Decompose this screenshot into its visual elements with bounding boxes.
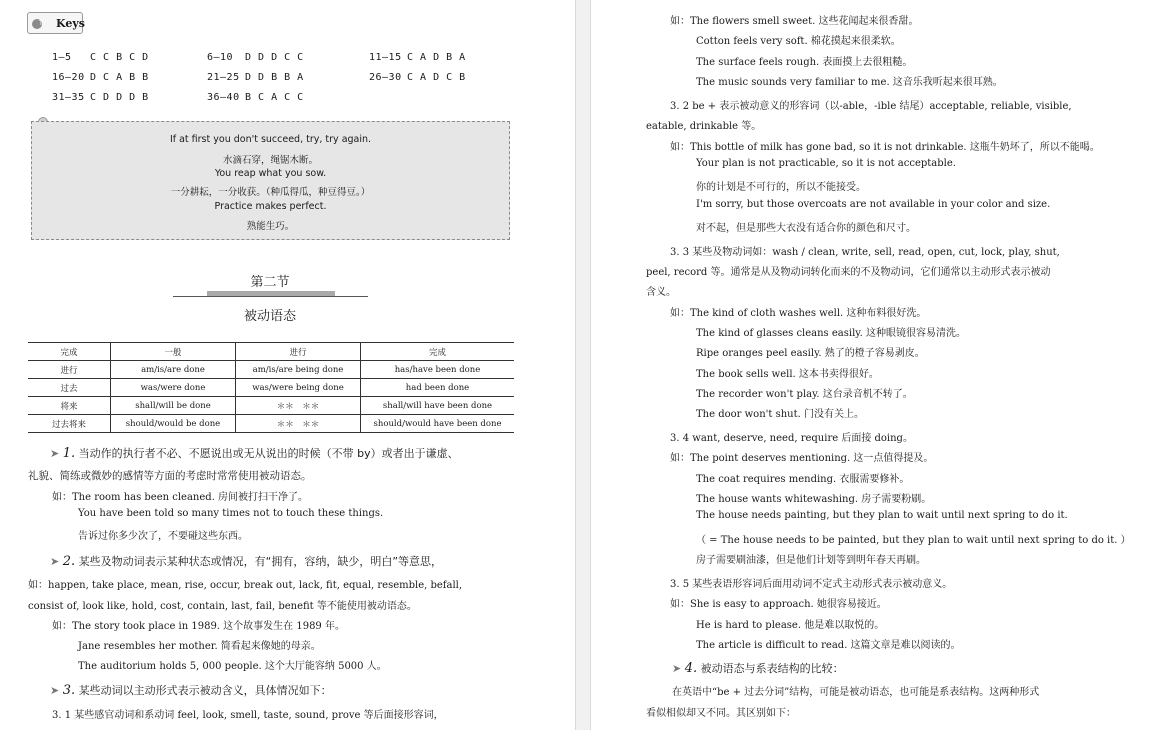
table-row [28,397,514,415]
point-text: 如：happen, take place, mean, rise, occur, break out, lack, fit, equal, resemble, befall, [28,580,463,591]
text-line: The kind of glasses cleans easily. 这种眼镜很容易清洗。 [696,328,966,339]
answer-key-range: 36—40 [207,92,240,103]
page-gutter [575,0,591,730]
text-line: The recorder won't play. 这台录音机不转了。 [696,389,913,400]
text-line: 如：The flowers smell sweet. 这些花闻起来很香甜。 [670,16,919,27]
keys-label: Keys [56,17,85,30]
text-line: （ = The house needs to be painted, but they plan to wait until next spring to do it. ） [696,535,1131,546]
example-line: The auditorium holds 5, 000 people. 这个大厅能容纳 5000 人。 [78,661,387,672]
text-line: The book sells well. 这本书卖得很好。 [696,369,879,380]
text-line: I'm sorry, but those overcoats are not available in your color and size. [696,199,1051,210]
subpoint-line: 3. 1 某些感官动词和系动词 feel, look, smell, taste, sound, prove 等后面接形容词， [52,710,444,721]
answer-key-item [207,92,304,103]
table-cell: 过去将来 [28,415,111,433]
answer-key-item [207,52,304,63]
keys-tab [27,12,83,34]
arrow-bullet-icon: ➤ [50,447,60,460]
table-cell: was/were done [111,379,236,397]
point-text: 被动语态与系表结构的比较： [700,662,844,675]
section-divider-line [173,296,368,297]
point-text: 当动作的执行者不必、不愿说出或无从说出的时候（不带 by）或者出于谦虚、 [78,447,459,460]
answer-key-range: 6—10 [207,52,234,63]
table-row [28,415,514,433]
example-line: 如：The room has been cleaned. 房间被打扫干净了。 [52,492,309,503]
left-page [0,0,575,730]
table-header: 完成 [361,343,515,361]
table-cell: 过去 [28,379,111,397]
arrow-bullet-icon: ➤ [50,684,60,697]
table-cell: shall/will be done [111,397,236,415]
point-number: 3. [62,683,76,698]
text-line: He is hard to please. 他是难以取悦的。 [696,620,885,631]
text-line: 含义。 [646,287,676,298]
point-4-heading [672,660,844,676]
table-cell: has/have been done [361,361,515,379]
answer-key-item [52,72,149,83]
motto-line: 水滴石穿，绳锯木断。 [222,155,318,166]
text-line: The house needs painting, but they plan to wait until next spring to do it. [696,510,1068,521]
table-cell: had been done [361,379,515,397]
point-3-heading [50,682,332,698]
text-line: 如：This bottle of milk has gone bad, so it is not drinkable. 这瓶牛奶坏了，所以不能喝。 [670,142,1100,153]
answer-key-item [52,52,149,63]
text-line: 房子需要刷油漆，但是他们计划等到明年春天再刷。 [696,555,926,566]
text-line: 你的计划是不可行的，所以不能接受。 [696,182,866,193]
text-line: The article is difficult to read. 这篇文章是难以阅读的。 [696,640,961,651]
point-number: 4. [684,661,698,676]
text-line: The surface feels rough. 表面摸上去很粗糙。 [696,57,913,68]
motto-line: Practice makes perfect. [214,201,327,212]
example-line: Jane resembles her mother. 简看起来像她的母亲。 [78,641,321,652]
section-title: 被动语态 [243,309,296,324]
table-row [28,361,514,379]
answer-key-range: 16—20 [52,72,85,83]
point-text: 某些动词以主动形式表示被动含义，具体情况如下： [78,684,332,697]
point-text: consist of, look like, hold, cost, contain, last, fail, benefit 等不能使用被动语态。 [28,601,417,612]
answer-key-item [369,52,466,63]
answer-key-letters: D D B B A [245,72,304,83]
text-line: peel, record 等。通常是从及物动词转化而来的不及物动词，它们通常以主动形式表示被动 [646,267,1051,278]
table-header: 一般 [111,343,236,361]
example-line: 如：The story took place in 1989. 这个故事发生在 1989 年。 [52,621,345,632]
answer-key-range: 11—15 [369,52,402,63]
text-line: The coat requires mending. 衣服需要修补。 [696,474,910,485]
answer-key-item [369,72,466,83]
point-text: 礼貌、简练或微妙的感情等方面的考虑时常常使用被动语态。 [28,470,312,482]
point-number: 1. [62,446,76,461]
table-cell: am/is/are done [111,361,236,379]
table-header: 完成 [28,343,111,361]
answer-key-letters: C A D C B [407,72,466,83]
table-row [28,379,514,397]
table-cell: should/would be done [111,415,236,433]
text-line: 如：The point deserves mentioning. 这一点值得提及。 [670,453,934,464]
answer-key-letters: B C A C C [245,92,304,103]
motto-line: 一分耕耘，一分收获。（种瓜得瓜，种豆得豆。） [170,187,371,198]
table-header: 进行 [236,343,361,361]
answer-key-letters: C A D B A [407,52,466,63]
motto-line: If at first you don't succeed, try, try again. [169,134,372,145]
passive-voice-table [28,342,514,433]
table-cell: was/were being done [236,379,361,397]
text-line: 看似相似却又不同。其区别如下： [646,708,796,719]
example-line: 告诉过你多少次了，不要碰这些东西。 [78,531,248,542]
text-line: 如：She is easy to approach. 她很容易接近。 [670,599,887,610]
answer-key-item [207,72,304,83]
point-1-heading [50,445,459,461]
answer-key-letters: C D D D B [90,92,149,103]
text-line: 对不起，但是那些大衣没有适合你的颜色和尺寸。 [696,223,916,234]
table-cell: 将来 [28,397,111,415]
arrow-bullet-icon: ➤ [672,662,682,675]
motto-line: You reap what you sow. [214,168,327,179]
motto-box [31,121,510,240]
answer-key-item [52,92,149,103]
table-cell: 进行 [28,361,111,379]
text-line: 3. 4 want, deserve, need, require 后面接 doing。 [670,433,913,444]
right-page [590,0,1151,730]
text-line: Ripe oranges peel easily. 熟了的橙子容易剥皮。 [696,348,925,359]
answer-key-letters: C C B C D [90,52,149,63]
table-cell: should/would have been done [361,415,515,433]
example-line: You have been told so many times not to touch these things. [78,508,384,519]
answer-key-letters: D D D C C [245,52,304,63]
answer-key-range: 26—30 [369,72,402,83]
arrow-bullet-icon: ➤ [50,555,60,568]
answer-key-letters: D C A B B [90,72,149,83]
motto-line: 熟能生巧。 [246,221,295,232]
point-text: 某些及物动词表示某种状态或情况，有“拥有，容纳，缺少，明白”等意思， [78,555,443,568]
text-line: Your plan is not practicable, so it is not acceptable. [696,158,956,169]
table-cell: shall/will have been done [361,397,515,415]
table-cell: ＊＊ ＊＊ [236,397,361,415]
text-line: 在英语中“be + 过去分词”结构，可能是被动语态，也可能是系表结构。这两种形式 [672,687,1040,698]
text-line: eatable, drinkable 等。 [646,121,762,132]
table-header-row [28,343,514,361]
text-line: 如：The kind of cloth washes well. 这种布料很好洗。 [670,308,927,319]
keys-tab-tag: TY [39,20,47,27]
point-2-heading [50,553,442,569]
point-number: 2. [62,554,76,569]
answer-key-range: 1—5 [52,52,72,63]
text-line: 3. 5 某些表语形容词后面用动词不定式主动形式表示被动意义。 [670,579,953,590]
text-line: The music sounds very familiar to me. 这音乐我听起来很耳熟。 [696,77,1003,88]
answer-key-range: 21—25 [207,72,240,83]
text-line: Cotton feels very soft. 棉花摸起来很柔软。 [696,36,901,47]
text-line: 3. 3 某些及物动词如：wash / clean, write, sell, read, open, cut, lock, play, shut, [670,247,1060,258]
table-cell: ＊＊ ＊＊ [236,415,361,433]
text-line: The door won't shut. 门没有关上。 [696,409,864,420]
text-line: 3. 2 be + 表示被动意义的形容词（以-able，-ible 结尾）acceptable, reliable, visible, [670,101,1072,112]
section-number: 第二节 [250,275,290,290]
answer-key-range: 31—35 [52,92,85,103]
table-cell: am/is/are being done [236,361,361,379]
text-line: The house wants whitewashing. 房子需要粉刷。 [696,494,932,505]
